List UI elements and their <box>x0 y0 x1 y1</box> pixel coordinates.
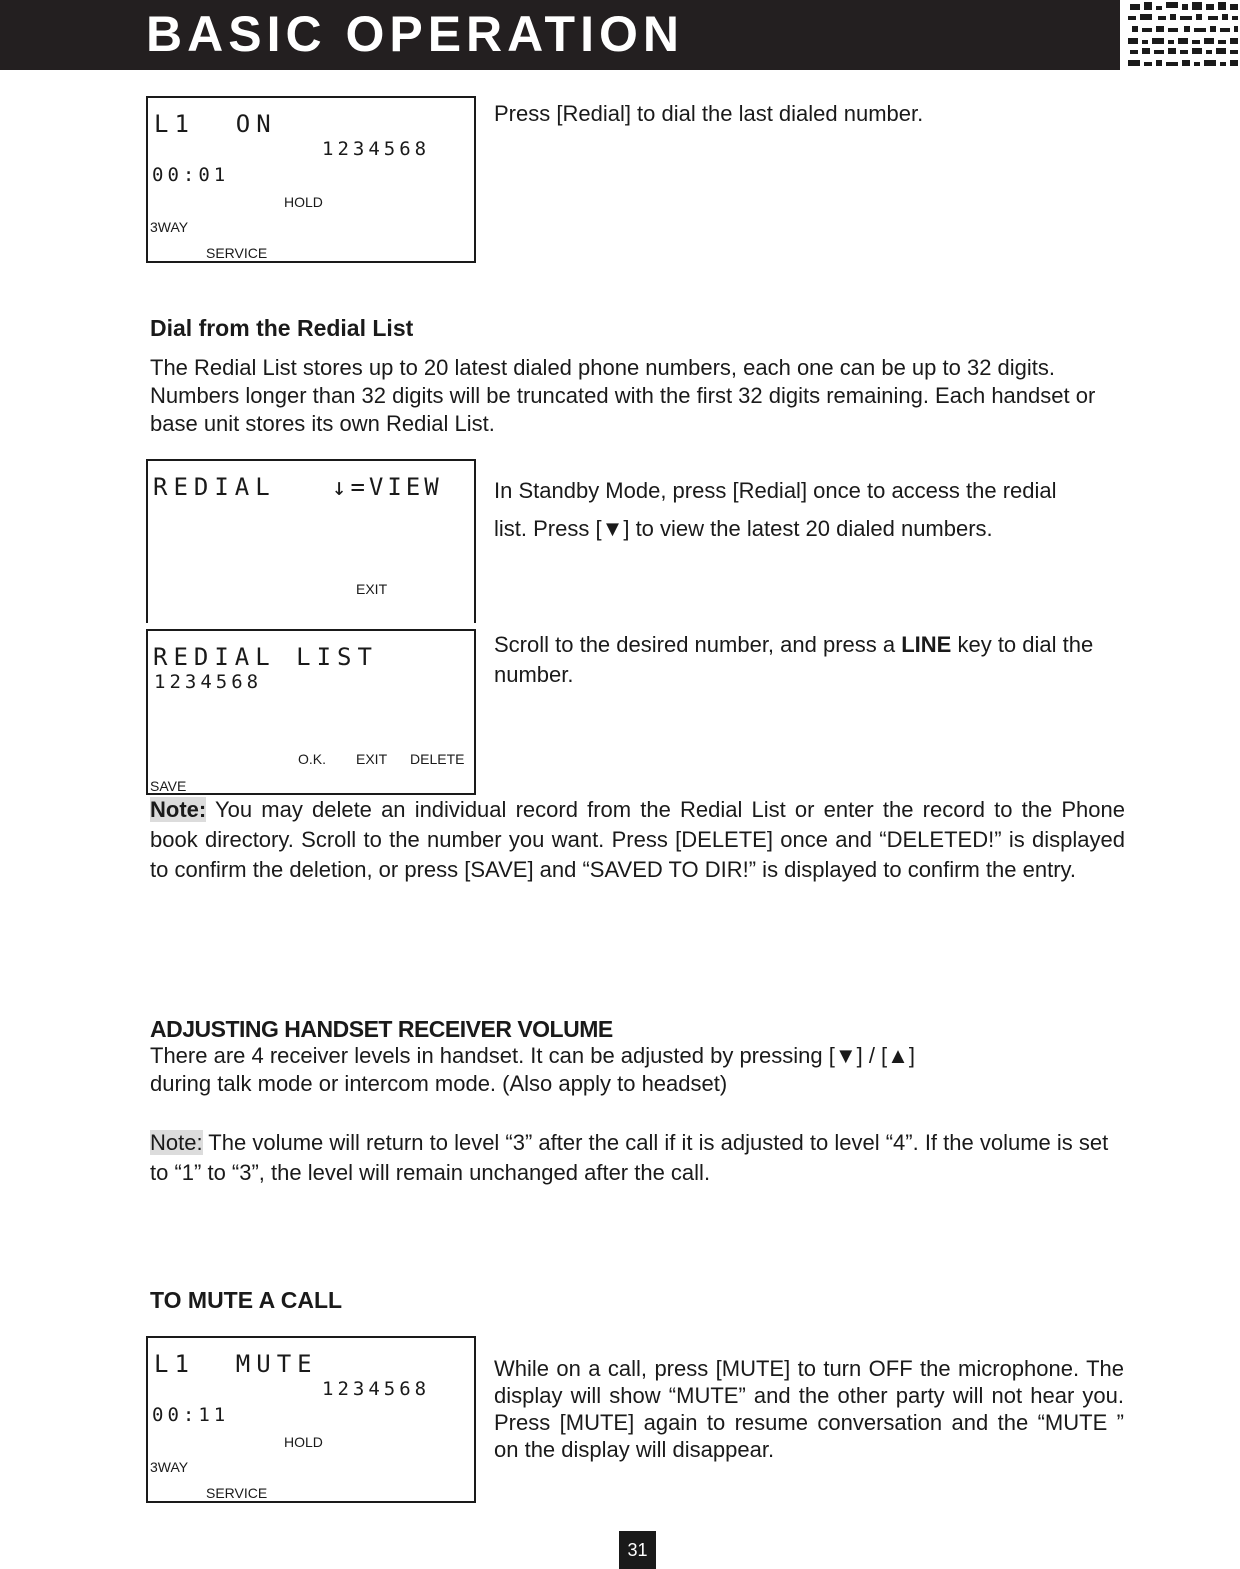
lcd-number: 1234568 <box>322 138 431 160</box>
note-label: Note: <box>150 797 207 822</box>
scroll-text-before: Scroll to the desired number, and press a <box>494 632 902 657</box>
lcd-delete-label: DELETE <box>410 751 465 767</box>
volume-line-1: There are 4 receiver levels in handset. It can be adjusted by pressing [▼] / [▲] <box>150 1043 916 1068</box>
lcd-3way-label: 3WAY <box>150 219 189 235</box>
lcd-redial-number: 1234568 <box>154 671 263 693</box>
lcd-display-call <box>146 96 476 263</box>
lcd-view-hint: ↓=VIEW <box>332 473 443 501</box>
volume-note-text: The volume will return to level “3” after the call if it is adjusted to level “4”. If the volume is set to “1” to “3”, the level will remain unchanged after the call. <box>150 1130 1109 1185</box>
lcd-save-label: SAVE <box>150 778 187 794</box>
volume-line-2: during talk mode or intercom mode. (Also apply to headset) <box>150 1071 728 1096</box>
lcd-line-status: L1 ON <box>154 110 277 138</box>
redial-note <box>150 795 1125 885</box>
volume-note-label: Note: <box>150 1130 203 1155</box>
section-heading-mute: TO MUTE A CALL <box>150 1287 343 1313</box>
lcd-mute-status: L1 MUTE <box>154 1350 318 1378</box>
lcd-timer: 00:11 <box>152 1404 230 1426</box>
scroll-text-line-key: LINE <box>901 632 952 657</box>
section-heading-volume: ADJUSTING HANDSET RECEIVER VOLUME <box>150 1016 613 1042</box>
lcd-display-redial <box>146 459 476 623</box>
lcd-timer: 00:01 <box>152 164 230 186</box>
standby-instructions: In Standby Mode, press [Redial] once to access the redial list. Press [▼] to view the latest 20 dialed numbers. <box>494 478 1057 541</box>
lcd-3way-label: 3WAY <box>150 1459 189 1475</box>
scroll-instructions <box>494 630 1094 690</box>
header-bar <box>0 0 1120 70</box>
lcd-exit-label: EXIT <box>356 581 388 597</box>
lcd-display-mute <box>146 1336 476 1503</box>
lcd-service-label: SERVICE <box>206 245 268 261</box>
section-heading-redial-list: Dial from the Redial List <box>150 315 414 341</box>
lcd-hold-label: HOLD <box>284 1434 323 1450</box>
redial-intro-text: Press [Redial] to dial the last dialed number. <box>494 101 924 126</box>
lcd-ok-label: O.K. <box>298 751 327 767</box>
qr-code-icon <box>1126 0 1240 72</box>
scroll-text-after: key to dial the number. <box>494 632 1094 687</box>
lcd-hold-label: HOLD <box>284 194 323 210</box>
volume-note <box>150 1128 1120 1188</box>
lcd-redial-list-title: REDIAL LIST <box>153 643 378 671</box>
lcd-service-label: SERVICE <box>206 1485 268 1501</box>
page-number: 31 <box>619 1531 656 1569</box>
redial-list-description: The Redial List stores up to 20 latest dialed phone numbers, each one can be up to 32 digits. Numbers longer than 32 digits will be truncated with the first 32 digits remaining. Each handset or base unit stores its own Redial List. <box>150 355 1096 436</box>
lcd-redial-title: REDIAL <box>153 473 276 501</box>
mute-instructions: While on a call, press [MUTE] to turn OFF the microphone. The display will show “MUTE” and the other party will not hear you. Press [MUTE] again to resume conversation and the “MUTE ” on the display will disappear. <box>494 1356 1124 1462</box>
page-title: BASIC OPERATION <box>146 6 684 62</box>
lcd-number: 1234568 <box>322 1378 431 1400</box>
lcd-display-redial-list <box>146 629 476 795</box>
lcd-exit-label: EXIT <box>356 751 388 767</box>
note-text: You may delete an individual record from the Redial List or enter the record to the Phone book directory. Scroll to the number you want. Press [DELETE] once and “DELETED!” is displayed to confirm the deletion, or press [SAVE] and “SAVED TO DIR!” is displayed to confirm the entry. <box>150 797 1125 882</box>
